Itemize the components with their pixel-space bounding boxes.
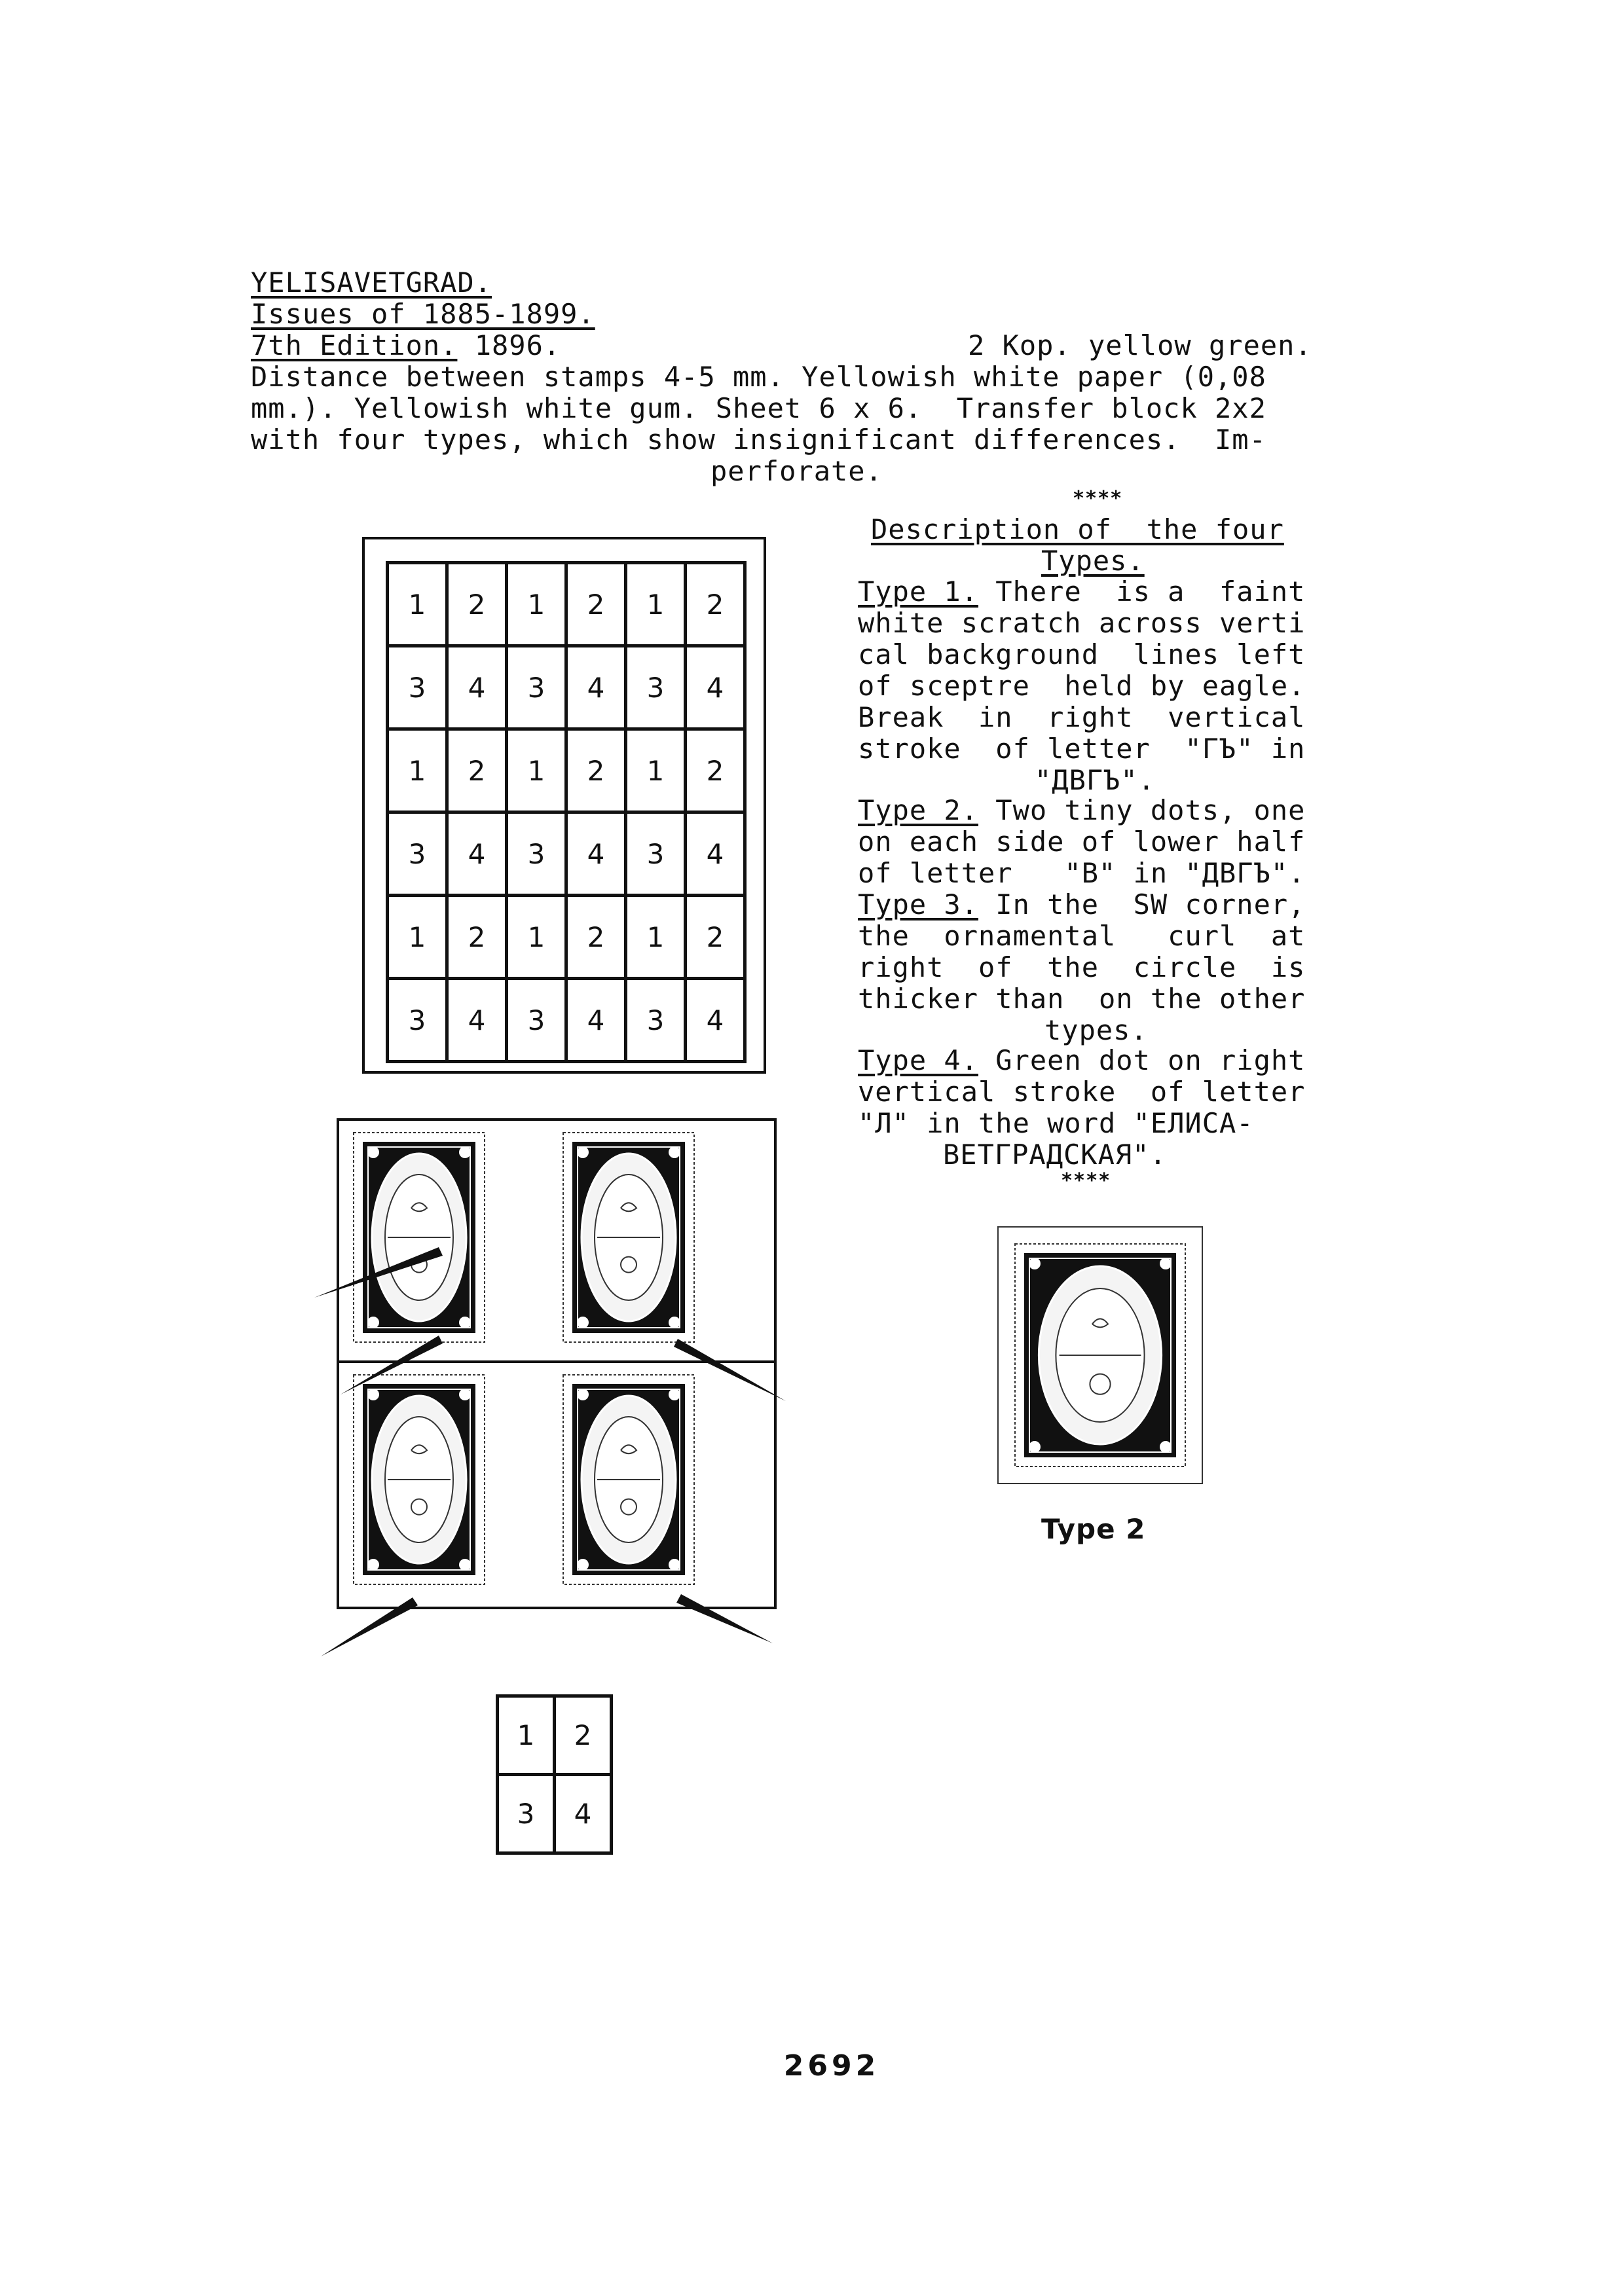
sheet-cell: 3 — [389, 980, 449, 1063]
edition-year: 1896. — [457, 329, 561, 361]
sheet-diagram — [386, 561, 747, 1063]
type4-line: "Л" in the word "ЕЛИСА- — [858, 1107, 1254, 1139]
sheet-cell: 1 — [389, 731, 449, 814]
type3-text: In the SW corner, — [978, 888, 1306, 920]
sheet-cell: 4 — [449, 980, 508, 1063]
type1-line: stroke of letter "ГЪ" in — [858, 733, 1306, 765]
type2-line: of letter "В" in "ДВГЪ". — [858, 857, 1306, 889]
separator: **** — [1061, 1169, 1111, 1192]
type1-line — [858, 576, 1305, 608]
type1-line: Break in right vertical — [858, 701, 1306, 733]
sheet-cell: 2 — [568, 731, 627, 814]
page-title: YELISAVETGRAD. — [251, 266, 492, 299]
stamp-icon — [354, 1133, 485, 1342]
edition-label: 7th Edition. — [251, 329, 458, 361]
type3-line: right of the circle is — [858, 951, 1306, 983]
sheet-cell: 1 — [627, 564, 687, 647]
sheet-cell: 3 — [508, 980, 568, 1063]
sheet-cell: 1 — [627, 897, 687, 980]
type4-line: vertical stroke of letter — [858, 1076, 1306, 1108]
sheet-cell: 1 — [389, 564, 449, 647]
sheet-cell: 3 — [389, 647, 449, 731]
sheet-cell: 3 — [508, 814, 568, 897]
sheet-cell: 3 — [508, 647, 568, 731]
sheet-cell: 4 — [449, 647, 508, 731]
type2-line — [858, 795, 1305, 826]
sheet-cell: 4 — [449, 814, 508, 897]
sheet-cell: 1 — [508, 731, 568, 814]
type1-last: "ДВГЪ". — [1035, 764, 1156, 796]
type2-label: Type 2. — [858, 794, 979, 826]
type2-line: on each side of lower half — [858, 826, 1306, 858]
sheet-cell: 2 — [449, 897, 508, 980]
sheet-cell: 1 — [508, 897, 568, 980]
sheet-cell: 2 — [568, 897, 627, 980]
sheet-cell: 1 — [627, 731, 687, 814]
types-heading: Description of the four — [871, 513, 1284, 545]
issues-heading: Issues of 1885-1899. — [251, 298, 595, 330]
stamp-caption: Type 2 — [1041, 1513, 1146, 1545]
type3-label: Type 3. — [858, 888, 979, 920]
sheet-cell: 2 — [687, 564, 747, 647]
sheet-cell: 2 — [687, 897, 747, 980]
type1-label: Type 1. — [858, 575, 979, 608]
type1-line: cal background lines left — [858, 638, 1306, 670]
sheet-cell: 4 — [687, 814, 747, 897]
description-last-line: perforate. — [710, 455, 883, 487]
type3-line: the ornamental curl at — [858, 920, 1306, 952]
block-cell: 2 — [556, 1698, 613, 1776]
sheet-cell: 4 — [687, 980, 747, 1063]
sheet-cell: 2 — [449, 731, 508, 814]
sheet-cell: 4 — [568, 814, 627, 897]
sheet-cell: 2 — [449, 564, 508, 647]
sheet-cell: 3 — [627, 814, 687, 897]
sheet-cell: 3 — [627, 647, 687, 731]
page-number: 2692 — [783, 2049, 880, 2083]
stamp-block-image — [314, 1113, 799, 1656]
sheet-cell: 3 — [389, 814, 449, 897]
type1-line: of sceptre held by eagle. — [858, 670, 1306, 702]
edition-line — [251, 330, 561, 361]
stamp-icon — [1015, 1244, 1185, 1467]
value-color: 2 Kop. yellow green. — [968, 329, 1312, 361]
types-heading-2: Types. — [1041, 545, 1145, 577]
stamp-icon — [563, 1375, 694, 1584]
type4-text: Green dot on right — [978, 1044, 1306, 1076]
type3-last: types. — [1044, 1014, 1148, 1046]
type1-line: white scratch across verti — [858, 607, 1306, 639]
sheet-cell: 2 — [687, 731, 747, 814]
stamp-icon — [563, 1133, 694, 1342]
type-2-stamp-image — [995, 1224, 1205, 1486]
type4-last: ВЕТГРАДСКАЯ". — [943, 1139, 1167, 1171]
sheet-cell: 4 — [568, 647, 627, 731]
sheet-cell: 1 — [508, 564, 568, 647]
separator: **** — [1073, 487, 1123, 510]
type1-text: There is a faint — [978, 575, 1306, 608]
type3-line: thicker than on the other — [858, 983, 1306, 1015]
type3-line — [858, 889, 1305, 920]
sheet-cell: 1 — [389, 897, 449, 980]
type4-line — [858, 1045, 1305, 1076]
sheet-cell: 4 — [568, 980, 627, 1063]
sheet-cell: 4 — [687, 647, 747, 731]
description-line: Distance between stamps 4-5 mm. Yellowish white paper (0,08 — [251, 361, 1266, 393]
description-line: mm.). Yellowish white gum. Sheet 6 x 6. Transfer block 2x2 — [251, 392, 1266, 424]
block-cell: 1 — [499, 1698, 556, 1776]
sheet-cell: 2 — [568, 564, 627, 647]
stamp-icon — [354, 1375, 485, 1584]
block-cell: 3 — [499, 1776, 556, 1855]
transfer-block-diagram — [496, 1694, 613, 1855]
description-line: with four types, which show insignificant differences. Im- — [251, 424, 1266, 456]
sheet-cell: 3 — [627, 980, 687, 1063]
type2-text: Two tiny dots, one — [978, 794, 1306, 826]
block-cell: 4 — [556, 1776, 613, 1855]
type4-label: Type 4. — [858, 1044, 979, 1076]
